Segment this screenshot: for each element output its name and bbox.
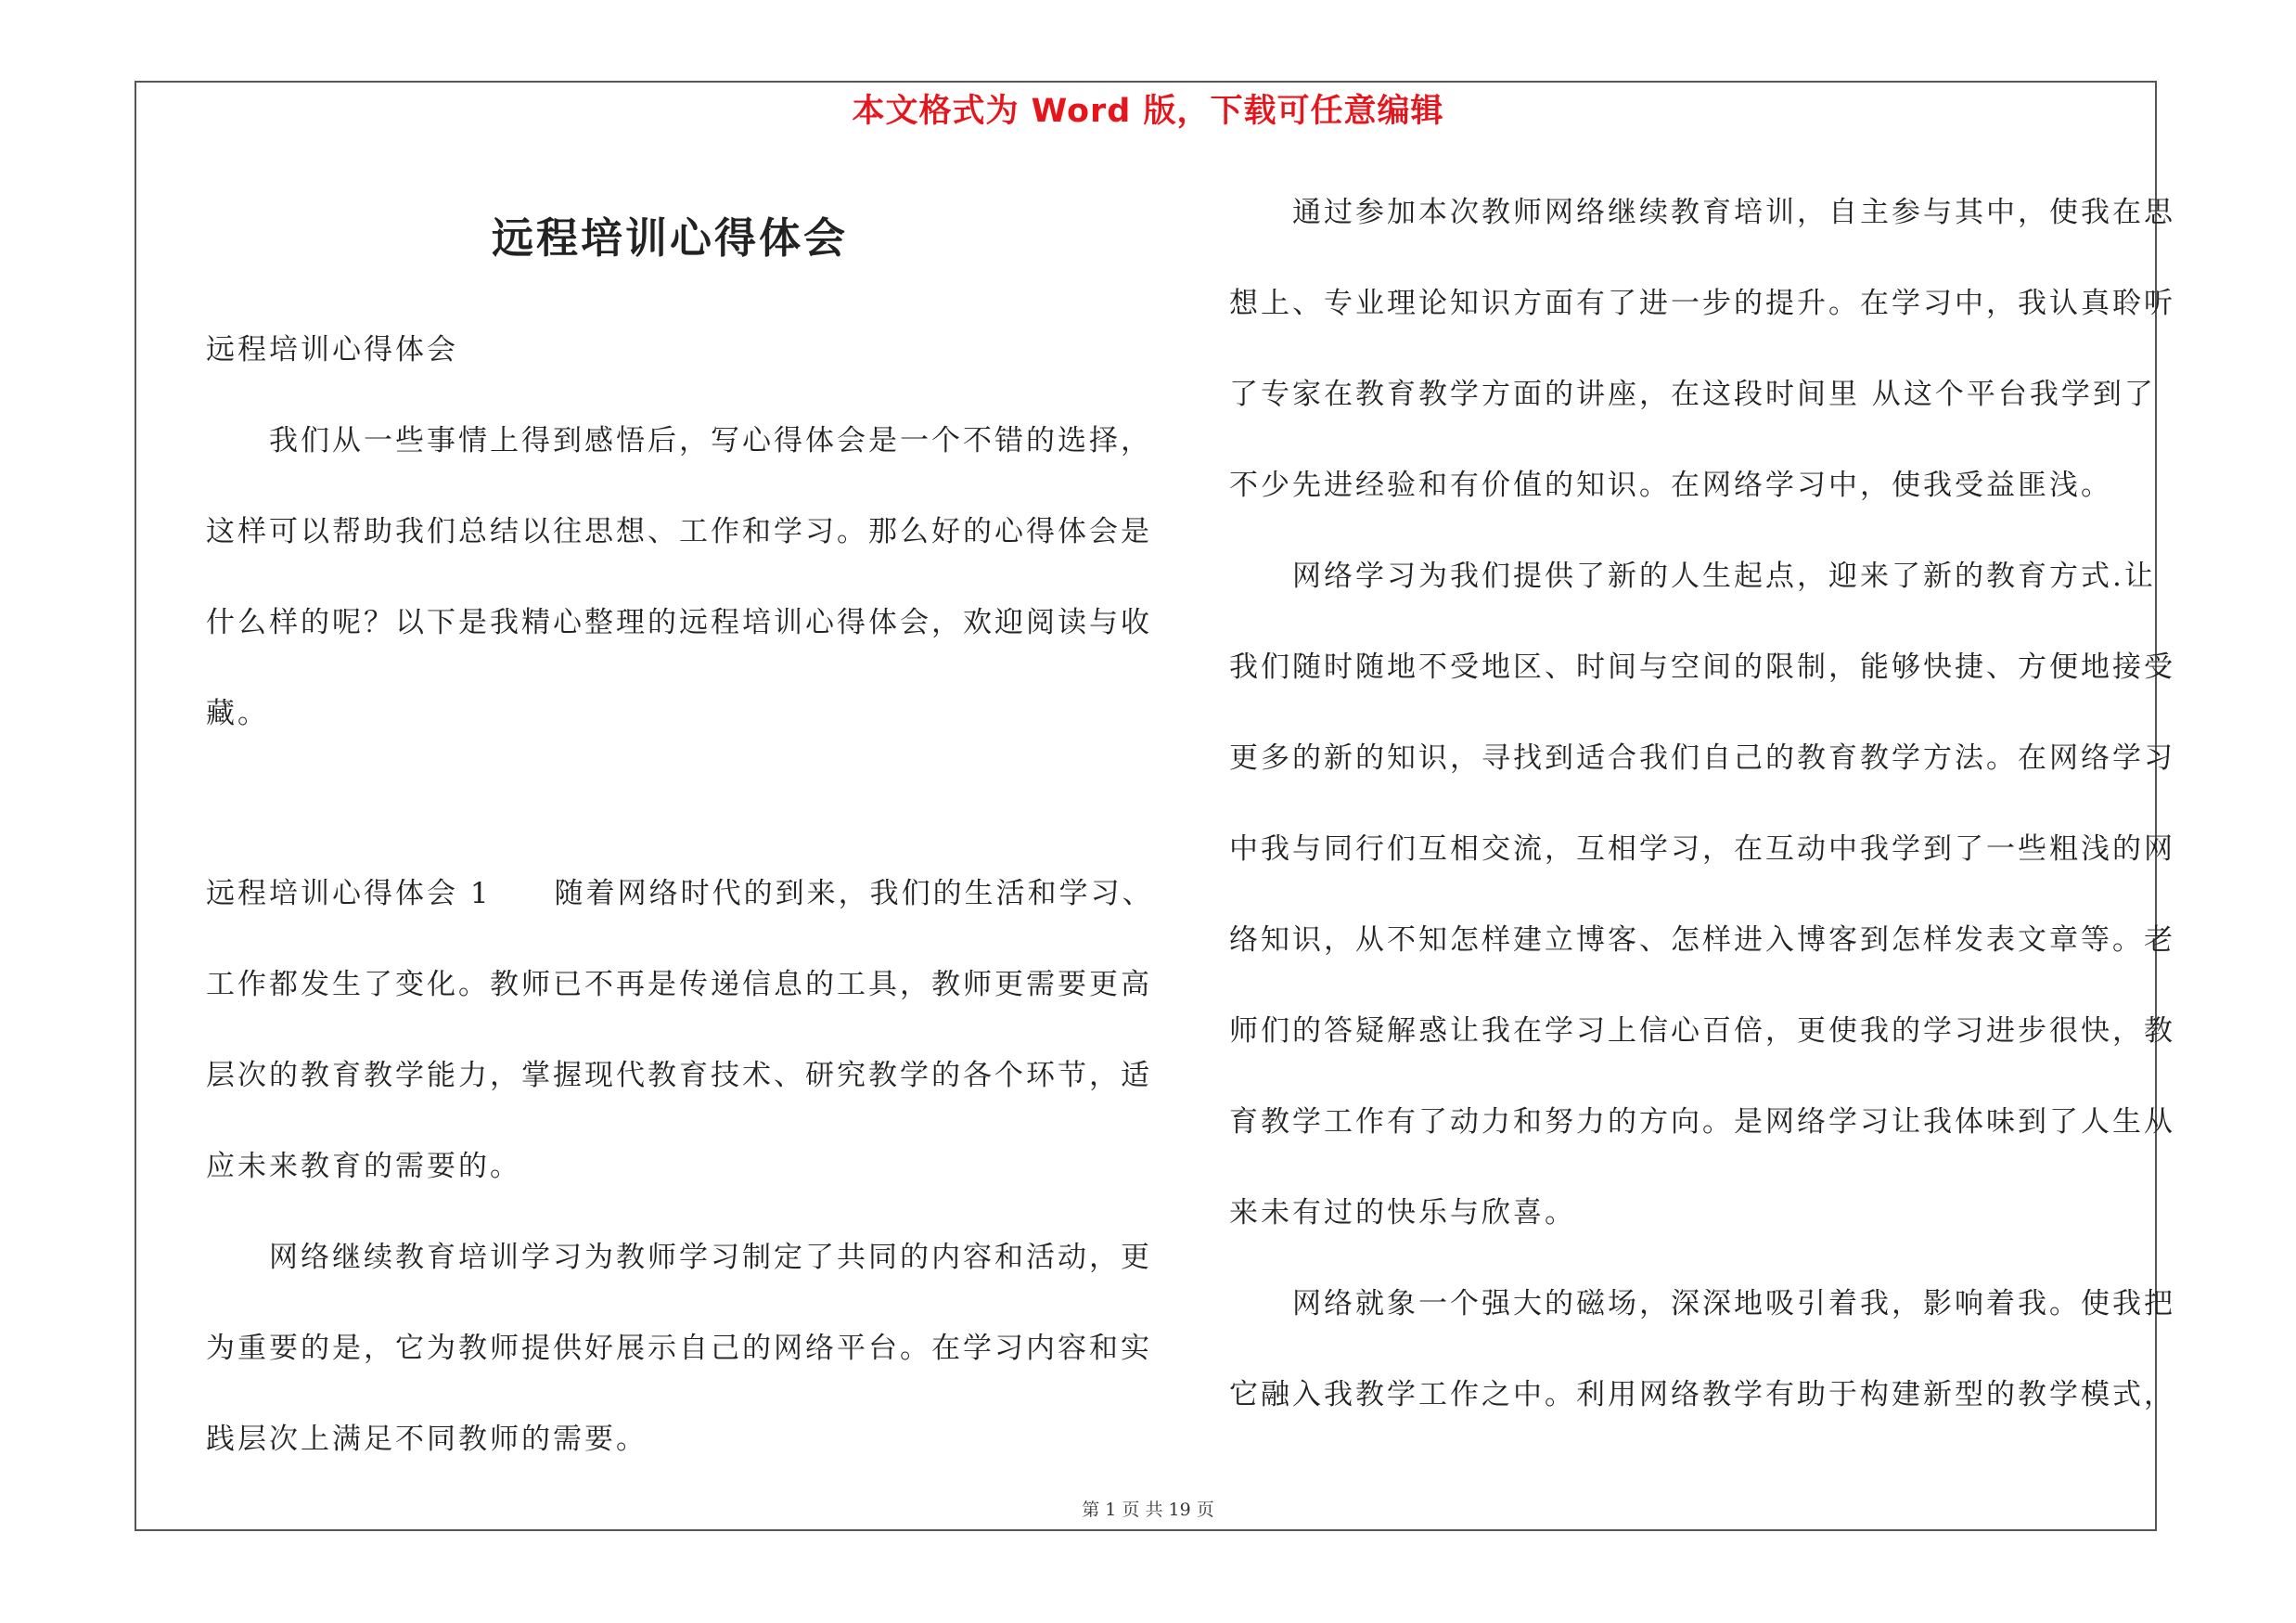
text-line: 网络继续教育培训学习为教师学习制定了共同的内容和活动，更 (206, 1241, 1152, 1274)
text-line: 远程培训心得体会 1 随着网络时代的到来，我们的生活和学习、 (206, 877, 1154, 910)
text-line: 我们随时随地不受地区、时间与空间的限制，能够快捷、方便地接受 (1229, 650, 2175, 684)
text-line: 了专家在教育教学方面的讲座，在这段时间里 从这个平台我学到了 (1229, 378, 2156, 411)
text-line: 中我与同行们互相交流，互相学习，在互动中我学到了一些粗浅的网 (1229, 832, 2175, 866)
text-line: 网络学习为我们提供了新的人生起点，迎来了新的教育方式.让 (1229, 560, 2156, 593)
text-line: 应未来教育的需要的。 (206, 1150, 521, 1183)
text-line: 我们从一些事情上得到感悟后，写心得体会是一个不错的选择， (206, 424, 1152, 457)
document-title: 远程培训心得体会 (491, 213, 848, 263)
text-line: 践层次上满足不同教师的需要。 (206, 1423, 648, 1456)
text-line: 不少先进经验和有价值的知识。在网络学习中，使我受益匪浅。 (1229, 469, 2112, 502)
text-line: 它融入我教学工作之中。利用网络教学有助于构建新型的教学模式， (1229, 1378, 2175, 1411)
text-line: 络知识，从不知怎样建立博客、怎样进入博客到怎样发表文章等。老 (1229, 923, 2175, 957)
text-line: 网络就象一个强大的磁场，深深地吸引着我，影响着我。使我把 (1229, 1287, 2175, 1320)
text-line: 更多的新的知识，寻找到适合我们自己的教育教学方法。在网络学习 (1229, 741, 2175, 775)
format-banner: 本文格式为 Word 版，下载可任意编辑 (852, 93, 1444, 130)
text-line: 通过参加本次教师网络继续教育培训，自主参与其中，使我在思 (1229, 196, 2175, 229)
text-line: 远程培训心得体会 (206, 333, 458, 367)
text-line: 育教学工作有了动力和努力的方向。是网络学习让我体味到了人生从 (1229, 1105, 2175, 1139)
page-number: 第 1 页 共 19 页 (1082, 1500, 1214, 1520)
text-line: 什么样的呢？以下是我精心整理的远程培训心得体会，欢迎阅读与收 (206, 606, 1152, 639)
text-line: 师们的答疑解惑让我在学习上信心百倍，更使我的学习进步很快，教 (1229, 1014, 2175, 1048)
text-line: 为重要的是，它为教师提供好展示自己的网络平台。在学习内容和实 (206, 1332, 1152, 1365)
text-line: 工作都发生了变化。教师已不再是传递信息的工具，教师更需要更高 (206, 968, 1152, 1001)
text-line: 想上、专业理论知识方面有了进一步的提升。在学习中，我认真聆听 (1229, 287, 2175, 320)
text-line: 藏。 (206, 697, 269, 730)
text-line: 来未有过的快乐与欣喜。 (1229, 1196, 1576, 1230)
text-line: 层次的教育教学能力，掌握现代教育技术、研究教学的各个环节，适 (206, 1059, 1152, 1092)
text-line: 这样可以帮助我们总结以往思想、工作和学习。那么好的心得体会是 (206, 515, 1152, 548)
